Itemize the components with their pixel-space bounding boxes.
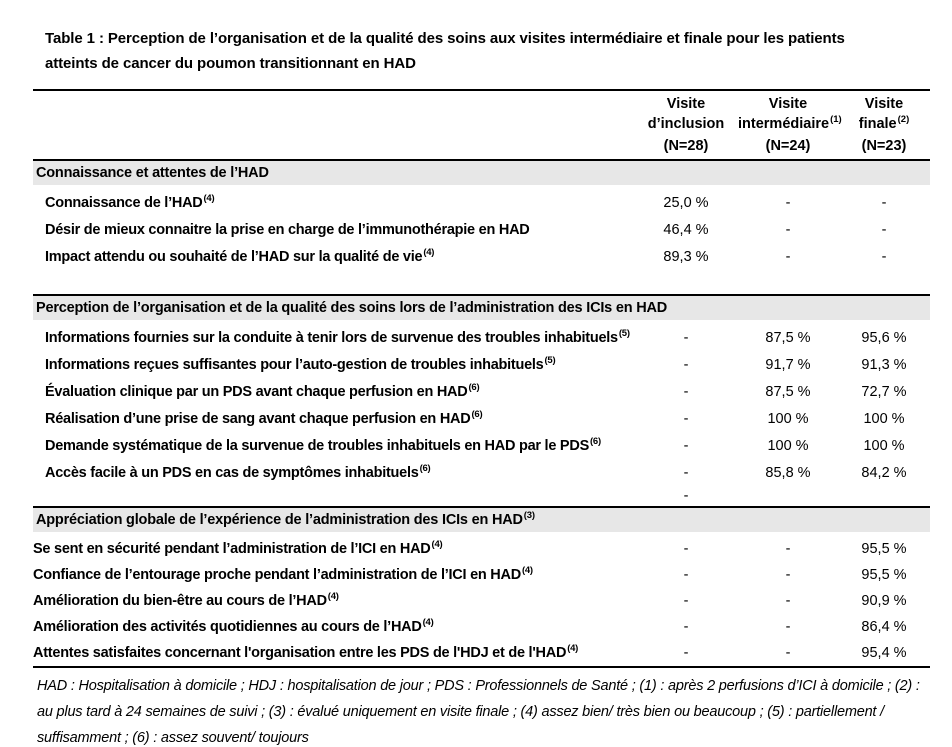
table-row: [33, 459, 930, 486]
value-cell: 91,7 %: [765, 356, 811, 373]
row-label: [33, 619, 634, 635]
value-cell: 72,7 %: [861, 383, 907, 400]
row-label: [33, 541, 634, 557]
value-cell: -: [683, 464, 689, 481]
row-label-sup: (4): [567, 643, 579, 655]
section-rows: [33, 185, 930, 270]
table-row: [33, 216, 930, 243]
value-cell: -: [785, 541, 791, 557]
row-label: [33, 593, 634, 609]
section-header-sup: (3): [523, 510, 535, 522]
row-label-sup: (5): [618, 327, 630, 339]
table-row: [33, 243, 930, 270]
column-header-line1: Visite: [666, 96, 706, 112]
row-label-sup: (4): [423, 246, 435, 258]
value-cell: 90,9 %: [861, 593, 907, 609]
value-cell: -: [683, 383, 689, 400]
value-cell: 85,8 %: [765, 464, 811, 481]
table-row: [33, 486, 930, 506]
column-header-finale: [838, 94, 930, 156]
table-row: [33, 562, 930, 588]
table-row: [33, 588, 930, 614]
row-label-sup: (6): [419, 462, 431, 474]
row-label-text: Connaissance de l’HAD: [45, 194, 203, 211]
section-header: [33, 294, 930, 320]
row-label-text: Amélioration du bien-être au cours de l’HAD: [33, 593, 327, 609]
row-label: [33, 462, 634, 481]
row-label: [33, 567, 634, 583]
row-label: [33, 354, 634, 373]
column-header-line2: finale: [858, 116, 897, 132]
row-label-sup: (6): [471, 408, 483, 420]
value-cell: 89,3 %: [663, 248, 709, 265]
value-cell: -: [785, 619, 791, 635]
value-cell: -: [683, 593, 689, 609]
row-label: [33, 408, 634, 427]
value-cell: 84,2 %: [861, 464, 907, 481]
row-label-text: Accès facile à un PDS en cas de symptômes inhabituels: [45, 464, 419, 481]
section-appreciation: [33, 506, 930, 666]
value-cell: 87,5 %: [765, 383, 811, 400]
table-row: [33, 189, 930, 216]
value-cell: 25,0 %: [663, 194, 709, 211]
row-label-text: Confiance de l’entourage proche pendant l’administration de l’ICI en HAD: [33, 567, 521, 583]
value-cell: -: [785, 645, 791, 661]
column-header-line2: d’inclusion: [647, 116, 725, 132]
value-cell: 95,4 %: [861, 645, 907, 661]
row-label-sup: (4): [431, 539, 443, 551]
value-cell: -: [683, 410, 689, 427]
value-cell: -: [785, 248, 791, 265]
data-table: [33, 89, 930, 747]
row-label-sup: (6): [468, 381, 480, 393]
section-perception: [33, 294, 930, 506]
table-row: [33, 405, 930, 432]
row-label-text: Évaluation clinique par un PDS avant chaque perfusion en HAD: [45, 383, 468, 400]
row-label: [33, 192, 634, 211]
row-label-text: Attentes satisfaites concernant l'organisation entre les PDS de l'HDJ et de l'HAD: [33, 645, 567, 661]
column-header-intermediaire: [738, 94, 842, 156]
table-row: [33, 324, 930, 351]
column-header-n: (N=24): [765, 138, 811, 154]
value-cell: 100 %: [863, 437, 905, 454]
value-cell: -: [683, 356, 689, 373]
section-header: [33, 159, 930, 185]
section-connaissance: [33, 159, 930, 270]
section-rows: [33, 532, 930, 666]
value-cell: -: [785, 593, 791, 609]
row-label: [33, 645, 634, 661]
value-cell: -: [683, 619, 689, 635]
value-cell: 95,6 %: [861, 329, 907, 346]
row-label-sup: (5): [544, 354, 556, 366]
table-row: [33, 432, 930, 459]
table-header-row: [33, 91, 930, 159]
column-header-line2: intermédiaire: [738, 116, 830, 132]
row-label: [33, 222, 634, 238]
table-title: Table 1 : Perception de l’organisation et de la qualité des soins aux visites intermédiaire et finale pour les patients atteints de cancer du poumon transitionnant en HAD: [45, 30, 845, 72]
table-row: [33, 640, 930, 666]
row-label: [33, 381, 634, 400]
value-cell: -: [683, 329, 689, 346]
row-label-text: Informations fournies sur la conduite à tenir lors de survenue des troubles inhabituels: [45, 329, 618, 346]
value-cell: -: [683, 488, 689, 504]
row-label-sup: (4): [521, 565, 533, 577]
value-cell: -: [785, 221, 791, 238]
value-cell: -: [881, 248, 887, 265]
value-cell: 87,5 %: [765, 329, 811, 346]
section-header-label: Perception de l’organisation et de la qualité des soins lors de l’administration des ICIs en HAD: [36, 300, 668, 316]
section-header-label: Connaissance et attentes de l’HAD: [36, 165, 269, 181]
column-header-sup: (2): [897, 114, 910, 126]
value-cell: 91,3 %: [861, 356, 907, 373]
value-cell: -: [881, 221, 887, 238]
row-label: [33, 327, 634, 346]
row-label-sup: (4): [422, 617, 434, 629]
column-header-n: (N=28): [663, 138, 709, 154]
section-rows: [33, 320, 930, 506]
value-cell: 95,5 %: [861, 541, 907, 557]
value-cell: 100 %: [767, 410, 809, 427]
table-row: [33, 378, 930, 405]
row-label-text: Se sent en sécurité pendant l’administration de l’ICI en HAD: [33, 541, 431, 557]
table-footnote: HAD : Hospitalisation à domicile ; HDJ : hospitalisation de jour ; PDS : Professionnels de Santé ; (1) : après 2 perfusions d’ICI à domicile ; (2) : au plus tard à 24 semaines de suivi ; (3) : évalué uniquement en visite finale ; (4) assez bien/ très bien ou beaucoup ; (5) : partiellement / suffisamment ; (6) : assez souvent/ toujours: [33, 666, 930, 747]
value-cell: -: [785, 194, 791, 211]
row-label-text: Impact attendu ou souhaité de l’HAD sur la qualité de vie: [45, 248, 423, 265]
row-label-text: Informations reçues suffisantes pour l’auto-gestion de troubles inhabituels: [45, 356, 544, 373]
row-label-text: Amélioration des activités quotidiennes au cours de l’HAD: [33, 619, 422, 635]
value-cell: 86,4 %: [861, 619, 907, 635]
row-label: [33, 435, 634, 454]
column-header-sup: (1): [830, 114, 842, 126]
table-row: [33, 351, 930, 378]
value-cell: -: [683, 567, 689, 583]
value-cell: 46,4 %: [663, 221, 709, 238]
row-label-sup: (4): [203, 192, 215, 204]
row-label-sup: (4): [327, 591, 339, 603]
row-label: [33, 246, 634, 265]
header-spacer: [33, 94, 634, 156]
column-header-line1: Visite: [864, 96, 904, 112]
value-cell: -: [785, 567, 791, 583]
value-cell: 100 %: [863, 410, 905, 427]
table-row: [33, 614, 930, 640]
value-cell: -: [683, 541, 689, 557]
column-header-inclusion: [634, 94, 738, 156]
row-label-text: Réalisation d’une prise de sang avant chaque perfusion en HAD: [45, 410, 471, 427]
column-header-n: (N=23): [861, 138, 907, 154]
table-row: [33, 536, 930, 562]
section-header: [33, 506, 930, 532]
section-header-label: Appréciation globale de l’expérience de l’administration des ICIs en HAD: [36, 512, 523, 528]
value-cell: 95,5 %: [861, 567, 907, 583]
row-label-text: Désir de mieux connaitre la prise en charge de l’immunothérapie en HAD: [45, 221, 530, 238]
value-cell: -: [683, 437, 689, 454]
value-cell: 100 %: [767, 437, 809, 454]
value-cell: -: [881, 194, 887, 211]
row-label-text: Demande systématique de la survenue de troubles inhabituels en HAD par le PDS: [45, 437, 589, 454]
row-label-sup: (6): [590, 435, 601, 447]
column-header-line1: Visite: [768, 96, 808, 112]
value-cell: -: [683, 645, 689, 661]
